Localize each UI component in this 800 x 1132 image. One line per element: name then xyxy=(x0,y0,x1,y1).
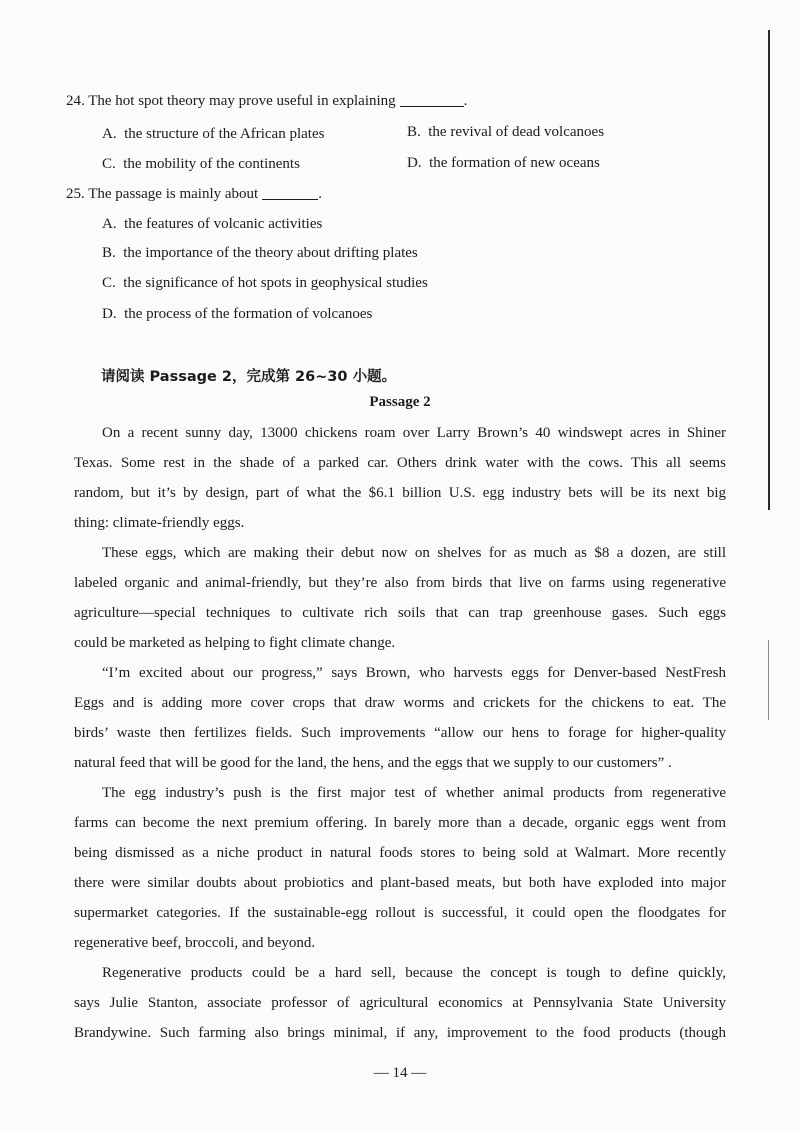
page-number: — 14 — xyxy=(373,1065,427,1081)
answer-blank xyxy=(400,105,464,107)
passage-line: Brandywine. Such farming also brings minimal, if any, improvement to the food products (though xyxy=(74,1025,726,1041)
question-24-option-a: A. the structure of the African plates xyxy=(102,126,325,142)
question-25-stem: 25. The passage is mainly about . xyxy=(66,186,322,202)
passage-line: Eggs and is adding more cover crops that draw worms and crickets for the chickens to eat. The xyxy=(74,695,726,711)
passage-line: random, but it’s by design, part of what the $6.1 billion U.S. egg industry bets will be its next big xyxy=(74,485,726,501)
passage-line: Texas. Some rest in the shade of a parked car. Others drink water with the cows. This all seems xyxy=(74,455,726,471)
passage-title: Passage 2 xyxy=(369,394,431,410)
question-25-option-b: B. the importance of the theory about drifting plates xyxy=(102,245,418,261)
passage-line: The egg industry’s push is the first major test of whether animal products from regenerative xyxy=(102,785,726,801)
question-text: The hot spot theory may prove useful in explaining xyxy=(88,93,396,109)
passage-line: Regenerative products could be a hard sell, because the concept is tough to define quickly, xyxy=(102,965,726,981)
passage-line: “I’m excited about our progress,” says Brown, who harvests eggs for Denver-based NestFresh xyxy=(102,665,726,681)
passage-line: On a recent sunny day, 13000 chickens roam over Larry Brown’s 40 windswept acres in Shiner xyxy=(102,425,726,441)
question-25-option-d: D. the process of the formation of volcanoes xyxy=(102,306,373,322)
question-24-stem: 24. The hot spot theory may prove useful in explaining . xyxy=(66,93,468,109)
answer-blank xyxy=(262,198,318,200)
passage-line: could be marketed as helping to fight climate change. xyxy=(74,635,396,651)
question-number: 25. xyxy=(66,186,85,202)
question-24-option-d: D. the formation of new oceans xyxy=(407,155,600,171)
passage-line: These eggs, which are making their debut now on shelves for as much as $8 a dozen, are still xyxy=(102,545,726,561)
passage-line: there were similar doubts about probiotics and plant-based meats, but both have exploded into major xyxy=(74,875,726,891)
passage-line: regenerative beef, broccoli, and beyond. xyxy=(74,935,316,951)
question-25-option-c: C. the significance of hot spots in geophysical studies xyxy=(102,275,428,291)
passage-line: thing: climate-friendly eggs. xyxy=(74,515,245,531)
passage-line: agriculture—special techniques to cultivate rich soils that can trap greenhouse gases. Such eggs xyxy=(74,605,726,621)
passage-line: farms can become the next premium offering. In barely more than a decade, organic eggs went from xyxy=(74,815,726,831)
scan-edge-line xyxy=(768,640,769,720)
passage-line: labeled organic and animal-friendly, but they’re also from birds that live on farms using regenerative xyxy=(74,575,726,591)
passage-line: says Julie Stanton, associate professor of agricultural economics at Pennsylvania State University xyxy=(74,995,726,1011)
question-text: The passage is mainly about xyxy=(88,186,259,202)
reading-instruction: 请阅读 Passage 2，完成第 26~30 小题。 xyxy=(101,369,397,385)
question-24-option-c: C. the mobility of the continents xyxy=(102,156,300,172)
scan-edge-line xyxy=(768,30,770,510)
passage-line: supermarket categories. If the sustainable-egg rollout is successful, it could open the floodgates for xyxy=(74,905,726,921)
passage-line: being dismissed as a niche product in natural foods stores to being sold at Walmart. More recently xyxy=(74,845,726,861)
question-number: 24. xyxy=(66,93,85,109)
question-24-option-b: B. the revival of dead volcanoes xyxy=(407,124,605,140)
passage-line: natural feed that will be good for the land, the hens, and the eggs that we supply to our customers” . xyxy=(74,755,672,771)
passage-line: birds’ waste then fertilizes fields. Such improvements “allow our hens to forage for higher-quality xyxy=(74,725,726,741)
question-25-option-a: A. the features of volcanic activities xyxy=(102,216,323,232)
